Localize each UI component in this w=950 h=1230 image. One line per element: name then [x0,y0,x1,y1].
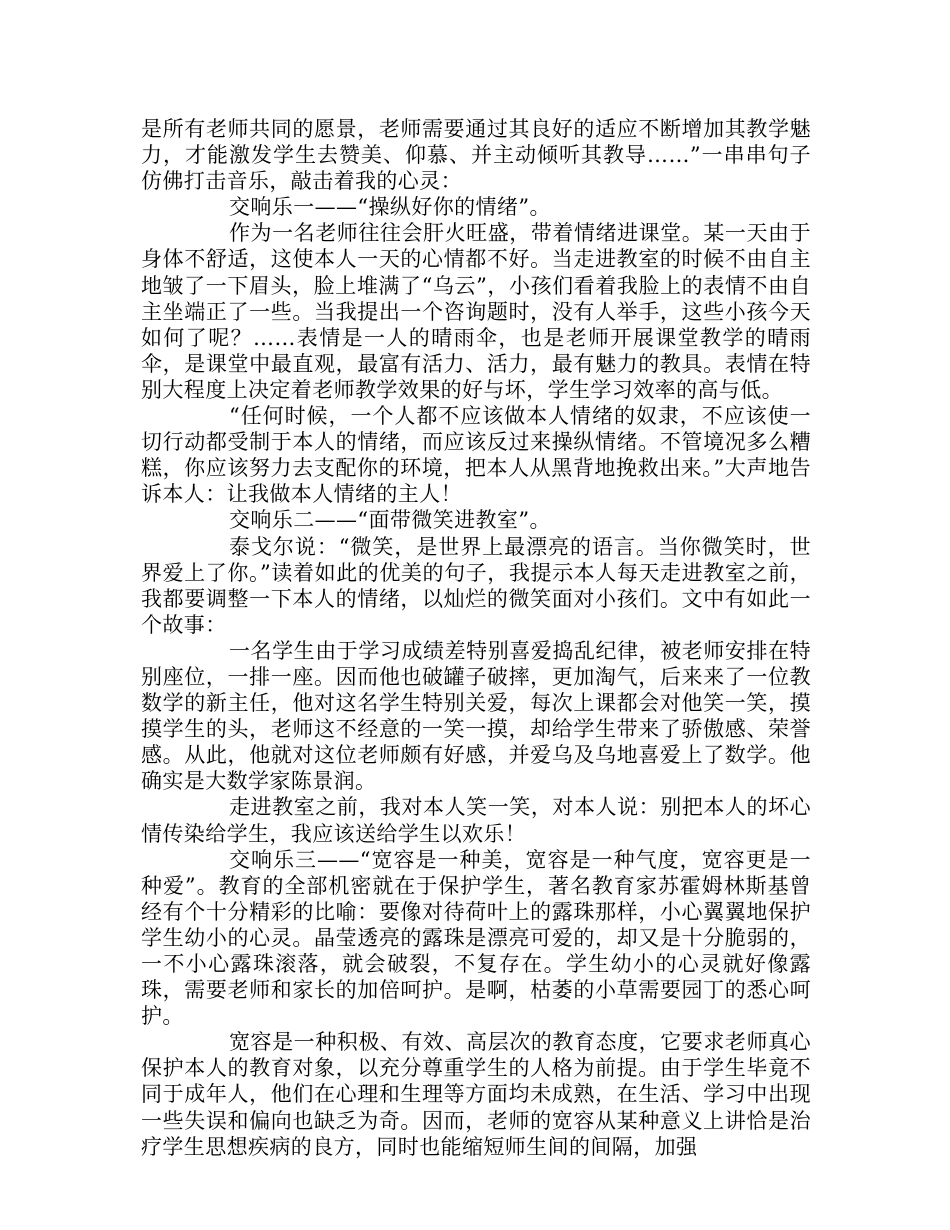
paragraph-7: 一名学生由于学习成绩差特别喜爱捣乱纪律，被老师安排在特别座位，一排一座。因而他也破罐子破摔，更加淘气，后来来了一位教数学的新主任，他对这名学生特别关爱，每次上课都会对他笑一笑，摸摸学生的头，老师这不经意的一笑一摸，却给学生带来了骄傲感、荣誉感。从此，他就对这位老师颇有好感，并爱乌及乌地喜爱上了数学。他确实是大数学家陈景润。 [141,638,811,794]
paragraph-2: 交响乐一——“操纵好你的情绪”。 [229,195,551,220]
paragraph-5: 交响乐二——“面带微笑进教室”。 [229,508,551,533]
paragraph-9: 交响乐三——“宽容是一种美，宽容是一种气度，宽容更是一种爱”。教育的全部机密就在于保护学生，著名教育家苏霍姆林斯基曾经有个十分精彩的比喻：要像对待荷叶上的露珠那样，小心翼翼地保护学生幼小的心灵。晶莹透亮的露珠是漂亮可爱的，却又是十分脆弱的，一不小心露珠滚落，就会破裂，不复存在。学生幼小的心灵就好像露珠，需要老师和家长的加倍呵护。是啊，枯萎的小草需要园丁的悉心呵护。 [141,847,811,1029]
paragraph-10: 宽容是一种积极、有效、高层次的教育态度，它要求老师真心保护本人的教育对象，以充分尊重学生的人格为前提。由于学生毕竟不同于成年人，他们在心理和生理等方面均未成熟，在生活、学习中出现一些失误和偏向也缺乏为奇。因而，老师的宽容从某种意义上讲恰是治疗学生思想疾病的良方，同时也能缩短师生间的间隔，加强 [141,1030,811,1159]
paragraph-4: “任何时候，一个人都不应该做本人情绪的奴隶，不应该使一切行动都受制于本人的情绪，而应该反过来操纵情绪。不管境况多么糟糕，你应该努力去支配你的环境，把本人从黑背地挽救出来。”大声地告诉本人：让我做本人情绪的主人！ [141,404,811,507]
document-body [141,116,811,1160]
paragraph-6: 泰戈尔说：“微笑，是世界上最漂亮的语言。当你微笑时，世界爱上了你。”读着如此的优美的句子，我提示本人每天走进教室之前，我都要调整一下本人的情绪，以灿烂的微笑面对小孩们。文中有如此一个故事： [141,534,811,637]
paragraph-3: 作为一名老师往往会肝火旺盛，带着情绪进课堂。某一天由于身体不舒适，这使本人一天的心情都不好。当走进教室的时候不由自主地皱了一下眉头，脸上堆满了“乌云”，小孩们看着我脸上的表情不由自主坐端正了一些。当我提出一个咨询题时，没有人举手，这些小孩今天如何了呢？……表情是一人的晴雨伞，也是老师开展课堂教学的晴雨伞，是课堂中最直观，最富有活力、活力，最有魅力的教具。表情在特别大程度上决定着老师教学效果的好与坏，学生学习效率的高与低。 [141,221,811,402]
paragraph-8: 走进教室之前，我对本人笑一笑，对本人说：别把本人的坏心情传染给学生，我应该送给学生以欢乐！ [141,795,811,846]
paragraph-1: 是所有老师共同的愿景，老师需要通过其良好的适应不断增加其教学魅力，才能激发学生去赞美、仰慕、并主动倾听其教导……”一串串句子仿佛打击音乐，敲击着我的心灵： [141,117,811,194]
